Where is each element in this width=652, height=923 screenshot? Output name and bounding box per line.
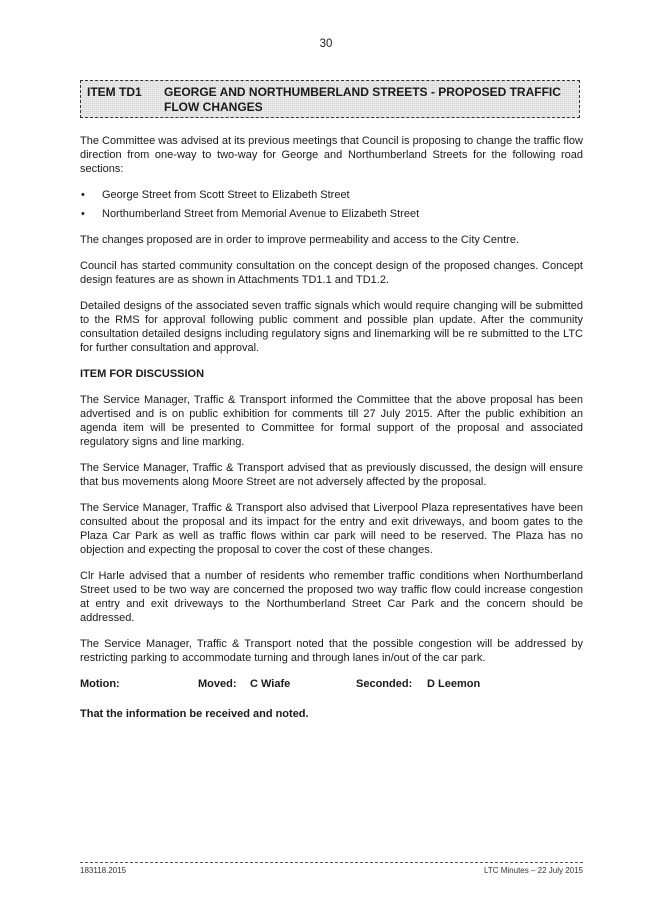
minutes-body: [80, 134, 583, 721]
discussion-paragraph: The Service Manager, Traffic & Transport informed the Committee that the above proposal has been advertised and is on public exhibition for comments till 27 July 2015. After the public exhibition an agenda item will be presented to Committee for formal support of the proposal and associated regulatory signs and line marking.: [80, 394, 583, 448]
item-code: ITEM TD1: [87, 85, 142, 99]
page-number: 30: [319, 38, 333, 50]
footer-divider: [80, 862, 583, 863]
motion-line: [80, 677, 583, 691]
discussion-heading: ITEM FOR DISCUSSION: [80, 368, 205, 380]
discussion-paragraph: The Service Manager, Traffic & Transport noted that the possible congestion will be addressed by restricting parking to accommodate turning and through lanes in/out of the car park.: [80, 638, 583, 664]
seconded-by: D Leemon: [427, 678, 481, 690]
discussion-paragraph: The Service Manager, Traffic & Transport advised that as previously discussed, the design will ensure that bus movements along Moore Street are not adversely affected by the proposal.: [80, 462, 583, 488]
item-heading-box: [80, 80, 580, 118]
discussion-paragraph: Clr Harle advised that a number of residents who remember traffic conditions when Northumberland Street used to be two way are concerned the proposed two way traffic flow could increase congestion at entry and exit driveways to the Northumberland Street Car Park and the concern should be addressed.: [80, 570, 583, 624]
intro-paragraph: Detailed designs of the associated seven traffic signals which would require changing will be submitted to the RMS for approval following public comment and possible plan update. After the community consultation detailed designs including regulatory signs and linemarking will be re submitted to the LTC for further consultation and approval.: [80, 300, 583, 354]
resolution: That the information be received and noted.: [80, 708, 309, 720]
moved-by: C Wiafe: [250, 678, 291, 690]
seconded-label: Seconded:: [356, 678, 413, 690]
discussion-paragraph: The Service Manager, Traffic & Transport also advised that Liverpool Plaza representatives have been consulted about the proposal and its impact for the entry and exit driveways, and boom gates to the Plaza Car Park as well as traffic flows within car park will need to be reserved. The Plaza has no objection and expecting the proposal to cover the cost of these changes.: [80, 502, 583, 556]
item-title: GEORGE AND NORTHUMBERLAND STREETS - PROPOSED TRAFFIC FLOW CHANGES: [164, 85, 561, 114]
footer-document-title: LTC Minutes – 22 July 2015: [483, 866, 583, 875]
motion-label: Motion:: [80, 678, 120, 690]
list-item: • Northumberland Street from Memorial Avenue to Elizabeth Street: [80, 207, 583, 221]
intro-paragraph: The Committee was advised at its previous meetings that Council is proposing to change the traffic flow direction from one-way to two-way for George and Northumberland Streets for the following road sections:: [80, 135, 583, 175]
intro-paragraph: The changes proposed are in order to improve permeability and access to the City Centre.: [80, 234, 520, 246]
road-sections-list: [80, 188, 583, 221]
intro-paragraph: Council has started community consultation on the concept design of the proposed changes. Concept design features are as shown in Attachments TD1.1 and TD1.2.: [80, 260, 583, 286]
moved-label: Moved:: [198, 678, 237, 690]
footer-reference: 183118.2015: [80, 866, 127, 875]
list-item: • George Street from Scott Street to Elizabeth Street: [80, 188, 583, 202]
